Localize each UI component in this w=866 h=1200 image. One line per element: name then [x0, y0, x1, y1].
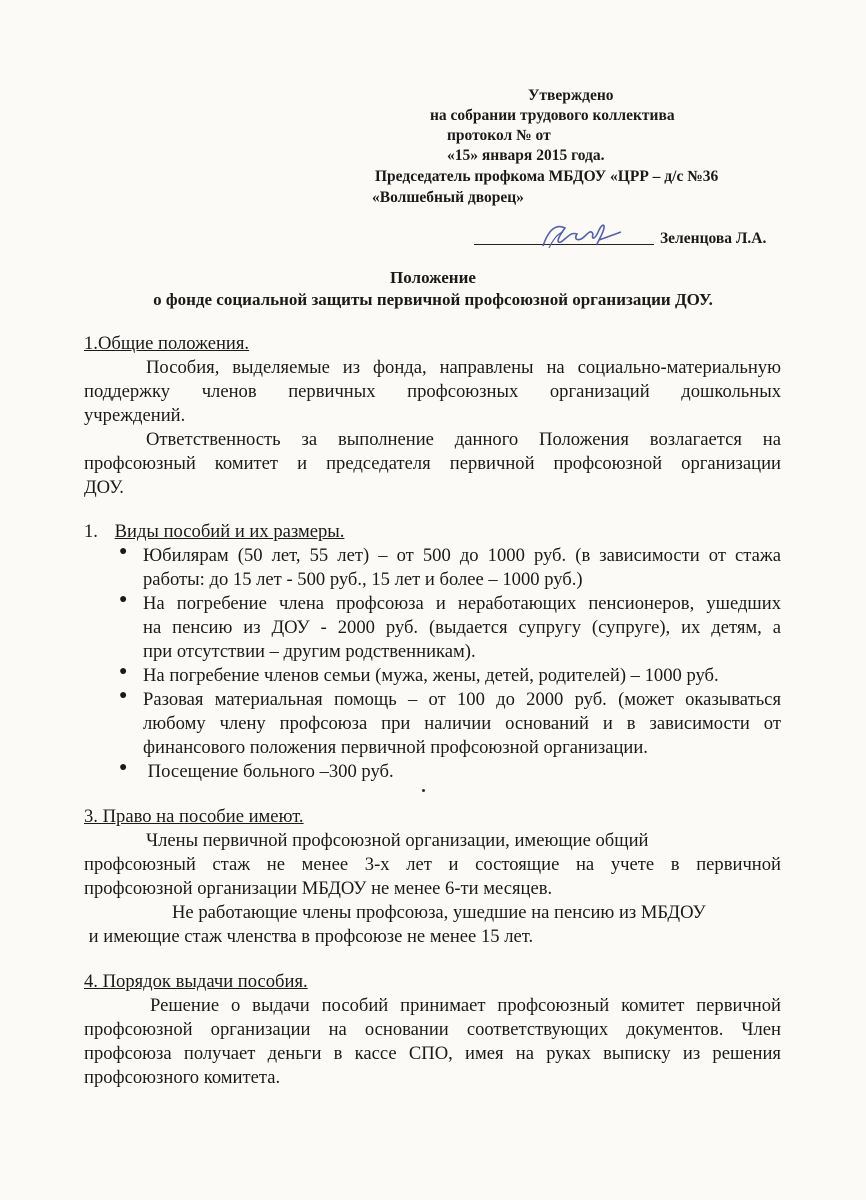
approval-line: Председатель профкома МБДОУ «ЦРР – д/с №36 [375, 168, 719, 185]
paragraph-line: профсоюзной организации на основании соответствующих документов. Член [84, 1019, 781, 1040]
paragraph-line: Не работающие члены профсоюза, ушедшие на пенсию из МБДОУ [172, 902, 706, 923]
approval-line: «Волшебный дворец» [372, 189, 524, 206]
paragraph-line: и имеющие стаж членства в профсоюзе не менее 15 лет. [84, 926, 534, 947]
paragraph-line: ДОУ. [84, 477, 124, 498]
paragraph-line: Решение о выдачи пособий принимает профсоюзный комитет первичной [150, 995, 781, 1016]
bullet-icon: ● [119, 592, 128, 607]
item-line: Юбилярам (50 лет, 55 лет) – от 500 до 1000 руб. (в зависимости от стажа [143, 545, 781, 566]
section-general [84, 332, 781, 500]
section-heading: 1.Общие положения. [84, 333, 250, 354]
bullet-icon: ● [119, 688, 128, 703]
paragraph-line: профсоюзного комитета. [84, 1067, 281, 1088]
section-heading: 4. Порядок выдачи пособия. [84, 971, 308, 992]
paragraph-line: профсоюзный стаж не менее 3-х лет и состоящие на учете в первичной [84, 854, 781, 875]
paragraph-line: Ответственность за выполнение данного Положения возлагается на [146, 429, 781, 450]
paragraph-line: учреждений. [84, 405, 186, 426]
paragraph-line: поддержку членов первичных профсоюзных организаций дошкольных [84, 381, 781, 402]
benefit-item [119, 760, 781, 784]
paragraph-line: профсоюзной организации МБДОУ не менее 6-ти месяцев. [84, 878, 553, 899]
section-number: 1. [84, 521, 98, 542]
scan-speck [422, 789, 425, 792]
document-subtitle: о фонде социальной защиты первичной профсоюзной организации ДОУ. [153, 290, 713, 309]
approval-line: на собрании трудового коллектива [430, 107, 675, 124]
document-title: Положение [390, 268, 476, 287]
item-line: На погребение членов семьи (мужа, жены, детей, родителей) – 1000 руб. [143, 665, 719, 686]
item-line: Разовая материальная помощь – от 100 до 2000 руб. (может оказываться [143, 689, 781, 710]
item-line: на пенсию из ДОУ - 2000 руб. (выдается супругу (супруге), их детям, а [143, 617, 781, 638]
paragraph-line: профсоюза получает деньги в кассе СПО, имея на руках выписку из решения [84, 1043, 781, 1064]
item-line: Посещение больного –300 руб. [143, 761, 394, 782]
bullet-icon: ● [119, 760, 128, 775]
item-line: при отсутствии – другим родственникам). [143, 641, 476, 662]
benefit-item [119, 592, 781, 664]
signature-image [535, 218, 625, 252]
item-line: финансового положения первичной профсоюзной организации. [143, 737, 648, 758]
paragraph-line: профсоюзный комитет и председателя первичной профсоюзной организации [84, 453, 781, 474]
item-line: На погребение члена профсоюза и неработающих пенсионеров, ушедших [143, 593, 781, 614]
paragraph-line: Члены первичной профсоюзной организации, имеющие общий [146, 830, 649, 851]
approval-heading: Утверждено [528, 87, 614, 104]
benefit-item [119, 544, 781, 592]
item-line: работы: до 15 лет - 500 руб., 15 лет и более – 1000 руб.) [143, 569, 583, 590]
bullet-icon: ● [119, 664, 128, 679]
section-payout-procedure [84, 970, 781, 1090]
paragraph-line: Пособия, выделяемые из фонда, направлены на социально-материальную [146, 357, 781, 378]
benefit-item [119, 664, 781, 688]
bullet-icon: ● [119, 544, 128, 559]
signer-name: Зеленцова Л.А. [660, 230, 767, 247]
benefit-item [119, 688, 781, 760]
approval-line: протокол № от [447, 127, 551, 144]
section-benefit-types [84, 520, 781, 784]
section-heading: Виды пособий и их размеры. [114, 521, 345, 542]
section-heading: 3. Право на пособие имеют. [84, 806, 304, 827]
section-eligibility [84, 805, 781, 949]
approval-date: «15» января 2015 года. [447, 147, 605, 164]
item-line: любому члену профсоюза при наличии оснований и в зависимости от [143, 713, 781, 734]
